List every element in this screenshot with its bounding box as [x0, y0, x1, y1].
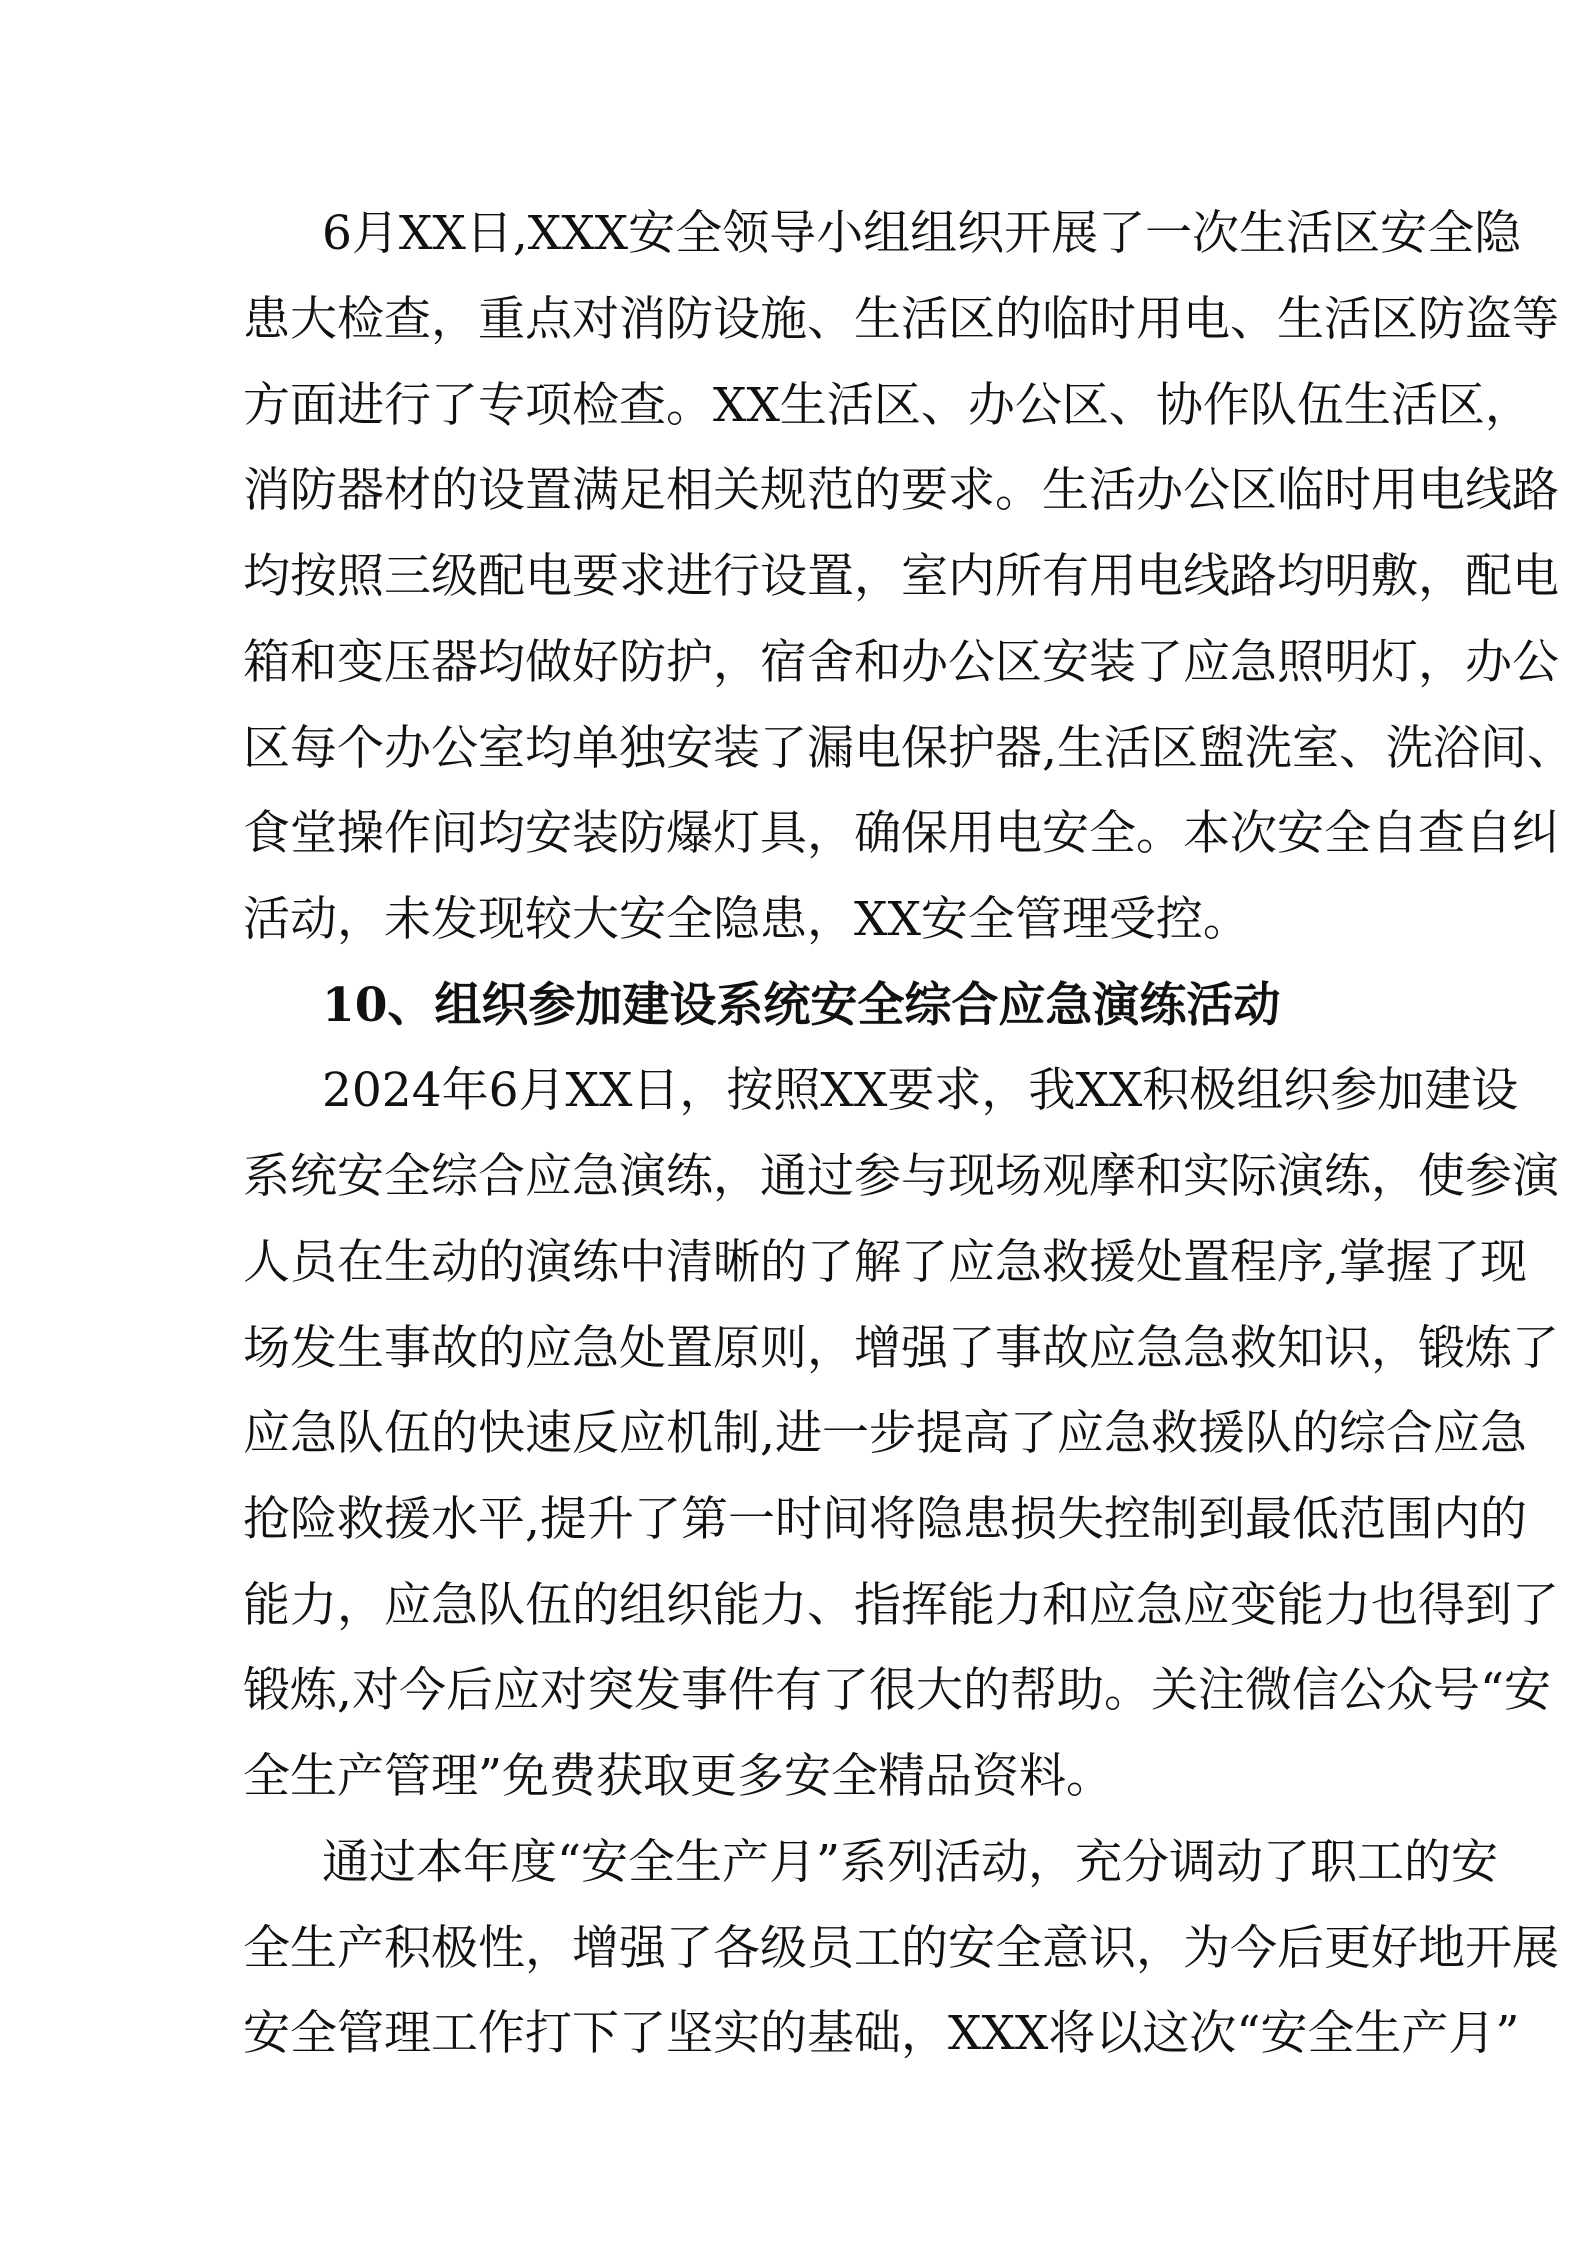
paragraph-2-line-9: 全生产管理”免费获取更多安全精品资料。 — [243, 1749, 1114, 1804]
paragraph-1-line-4: 消防器材的设置满足相关规范的要求。生活办公区临时用电线路 — [243, 463, 1559, 518]
paragraph-3-line-3: 安全管理工作打下了坚实的基础，XXX将以这次“安全生产月” — [243, 2006, 1520, 2061]
paragraph-1-line-2: 患大检查，重点对消防设施、生活区的临时用电、生活区防盗等 — [243, 292, 1559, 347]
paragraph-2-line-5: 应急队伍的快速反应机制,进一步提高了应急救援队的综合应急 — [243, 1406, 1527, 1461]
paragraph-1-line-8: 食堂操作间均安装防爆灯具，确保用电安全。本次安全自查自纠 — [243, 806, 1559, 861]
paragraph-2-line-2: 系统安全综合应急演练，通过参与现场观摩和实际演练，使参演 — [243, 1149, 1559, 1204]
paragraph-1-line-6: 箱和变压器均做好防护，宿舍和办公区安装了应急照明灯，办公 — [243, 635, 1559, 690]
paragraph-3-line-1: 通过本年度“安全生产月”系列活动，充分调动了职工的安 — [322, 1835, 1499, 1890]
paragraph-2-line-7: 能力，应急队伍的组织能力、指挥能力和应急应变能力也得到了 — [243, 1578, 1559, 1633]
paragraph-2-line-1: 2024年6月XX日，按照XX要求，我XX积极组织参加建设 — [322, 1063, 1519, 1118]
paragraph-1-line-7: 区每个办公室均单独安装了漏电保护器,生活区盥洗室、洗浴间、 — [243, 721, 1574, 776]
paragraph-1-line-1: 6月XX日,XXX安全领导小组组织开展了一次生活区安全隐 — [322, 206, 1522, 261]
paragraph-3-line-2: 全生产积极性，增强了各级员工的安全意识，为今后更好地开展 — [243, 1921, 1559, 1976]
paragraph-1-line-9: 活动，未发现较大安全隐患，XX安全管理受控。 — [243, 892, 1250, 947]
paragraph-2-line-3: 人员在生动的演练中清晰的了解了应急救援处置程序,掌握了现 — [243, 1235, 1527, 1290]
paragraph-1-line-5: 均按照三级配电要求进行设置，室内所有用电线路均明敷，配电 — [243, 549, 1559, 604]
paragraph-1-line-3: 方面进行了专项检查。XX生活区、办公区、协作队伍生活区， — [243, 378, 1532, 433]
section-heading-10: 10、组织参加建设系统安全综合应急演练活动 — [322, 978, 1281, 1033]
paragraph-2-line-6: 抢险救援水平,提升了第一时间将隐患损失控制到最低范围内的 — [243, 1492, 1527, 1547]
paragraph-2-line-4: 场发生事故的应急处置原则，增强了事故应急急救知识，锻炼了 — [243, 1321, 1559, 1376]
paragraph-2-line-8: 锻炼,对今后应对突发事件有了很大的帮助。关注微信公众号“安 — [243, 1663, 1551, 1718]
